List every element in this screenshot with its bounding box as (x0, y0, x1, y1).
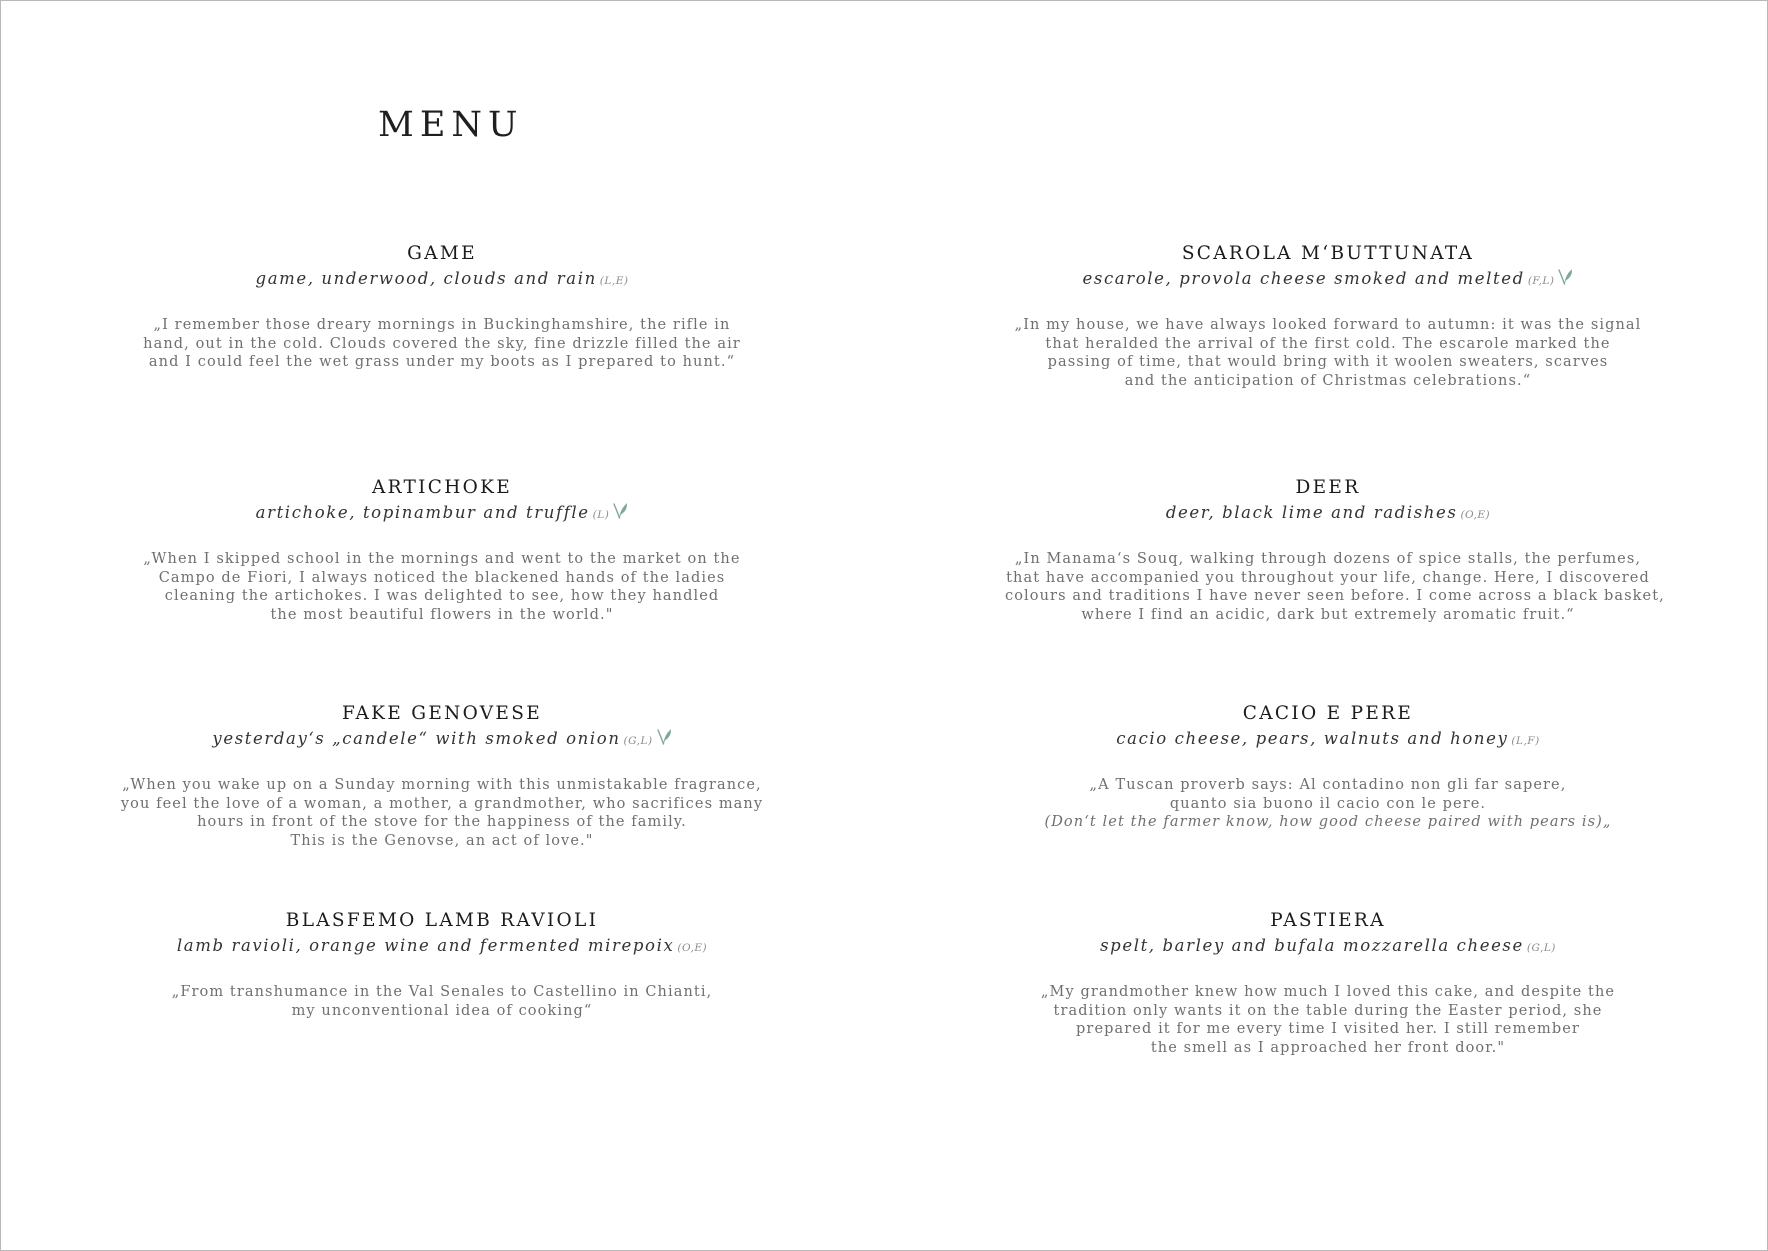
quote-line: „I remember those dreary mornings in Buckinghamshire, the rifle in (153, 317, 731, 333)
dish-ingredients: deer, black lime and radishes (1165, 503, 1458, 522)
allergen-codes: (G,L) (623, 735, 653, 747)
menu-item (1005, 908, 1651, 1058)
dish-description (1005, 267, 1651, 293)
quote-line: where I find an acidic, dark but extremely aromatic fruit.“ (1081, 607, 1575, 624)
allergen-codes: (O,E) (677, 942, 708, 954)
quote-line: the smell as I approached her front door." (1150, 1040, 1506, 1057)
quote-line: „When you wake up on a Sunday morning with this unmistakable fragrance, (122, 777, 762, 793)
quote-line: „In Manama‘s Souq, walking through dozens of spice stalls, the perfumes, (1014, 551, 1642, 567)
quote-line: (Don‘t let the farmer know, how good cheese paired with pears is)„ (1044, 814, 1612, 831)
dish-title: GAME (407, 243, 477, 264)
menu-item (1005, 475, 1665, 625)
dish-description (119, 501, 765, 527)
menu-item (1005, 701, 1651, 832)
quote-line: colours and traditions I have never seen before. I come across a black basket, (1005, 588, 1665, 605)
quote-line: you feel the love of a woman, a mother, a grandmother, who sacrifices many (120, 795, 764, 812)
menu-item (1005, 241, 1651, 391)
dish-ingredients: escarole, provola cheese smoked and melted (1082, 269, 1525, 288)
quote-line: passing of time, that would bring with it woolen sweaters, scarves (1047, 354, 1609, 371)
menu-item (119, 241, 765, 372)
dish-quote (1005, 316, 1651, 391)
dish-quote (119, 316, 765, 372)
dish-title: CACIO E PERE (1242, 703, 1414, 724)
dish-ingredients: yesterday‘s „candele“ with smoked onion (212, 729, 621, 748)
dish-quote (119, 776, 765, 851)
allergen-codes: (O,E) (1460, 509, 1491, 521)
quote-line: „When I skipped school in the mornings and went to the market on the (143, 551, 741, 567)
dish-quote (1005, 983, 1651, 1058)
quote-line: and I could feel the wet grass under my boots as I prepared to hunt.“ (148, 354, 736, 371)
dish-quote (119, 983, 765, 1020)
dish-description (119, 267, 765, 293)
dish-quote (1005, 776, 1651, 832)
dish-ingredients: game, underwood, clouds and rain (255, 269, 597, 288)
dish-description (1005, 727, 1651, 753)
dish-ingredients: cacio cheese, pears, walnuts and honey (1116, 729, 1509, 748)
quote-line: and the anticipation of Christmas celebrations.“ (1124, 373, 1532, 390)
dish-title: PASTIERA (1270, 910, 1386, 931)
dish-ingredients: artichoke, topinambur and truffle (255, 503, 590, 522)
allergen-codes: (L,E) (599, 275, 629, 287)
dish-title: BLASFEMO LAMB RAVIOLI (285, 910, 599, 931)
dish-ingredients: spelt, barley and bufala mozzarella cheese (1100, 936, 1524, 955)
dish-title: SCAROLA M‘BUTTUNATA (1181, 243, 1475, 264)
dish-title: ARTICHOKE (371, 477, 513, 498)
menu-item (119, 908, 765, 1020)
quote-line: that heralded the arrival of the first cold. The escarole marked the (1045, 335, 1611, 352)
dish-quote (1005, 550, 1665, 625)
quote-line: hours in front of the stove for the happiness of the family. (197, 814, 687, 831)
dish-quote (119, 550, 765, 625)
quote-line: „In my house, we have always looked forward to autumn: it was the signal (1014, 317, 1642, 333)
dish-title: DEER (1295, 477, 1361, 498)
quote-line: Campo de Fiori, I always noticed the blackened hands of the ladies (158, 569, 726, 586)
allergen-codes: (L) (592, 509, 610, 521)
menu-item (119, 701, 765, 851)
dish-description (1005, 501, 1651, 527)
quote-line: the most beautiful flowers in the world." (270, 607, 614, 624)
menu-item (119, 475, 765, 625)
quote-line: quanto sia buono il cacio con le pere. (1169, 795, 1487, 812)
dish-description (119, 727, 765, 753)
quote-line: hand, out in the cold. Clouds covered the sky, fine drizzle filled the air (143, 335, 741, 352)
dish-ingredients: lamb ravioli, orange wine and fermented mirepoix (176, 936, 675, 955)
allergen-codes: (F,L) (1527, 275, 1555, 287)
quote-line: „A Tuscan proverb says: Al contadino non gli far sapere, (1089, 777, 1567, 793)
quote-line: This is the Genovse, an act of love." (290, 833, 594, 850)
quote-line: prepared it for me every time I visited her. I still remember (1076, 1021, 1580, 1038)
leaf-icon (656, 728, 672, 746)
dish-title: FAKE GENOVESE (341, 703, 543, 724)
quote-line: that have accompanied you throughout your life, change. Here, I discovered (1006, 569, 1650, 586)
dish-description (119, 934, 765, 960)
leaf-icon (612, 502, 628, 520)
quote-line: cleaning the artichokes. I was delighted to see, how they handled (164, 588, 720, 605)
allergen-codes: (G,L) (1526, 942, 1556, 954)
quote-line: „My grandmother knew how much I loved this cake, and despite the (1040, 984, 1616, 1000)
menu-title: MENU (378, 105, 524, 145)
quote-line: tradition only wants it on the table during the Easter period, she (1053, 1002, 1603, 1019)
quote-line: „From transhumance in the Val Senales to Castellino in Chianti, (171, 984, 713, 1000)
quote-line: my unconventional idea of cooking“ (291, 1002, 593, 1019)
dish-description (1005, 934, 1651, 960)
leaf-icon (1557, 268, 1573, 286)
allergen-codes: (L,F) (1511, 735, 1540, 747)
